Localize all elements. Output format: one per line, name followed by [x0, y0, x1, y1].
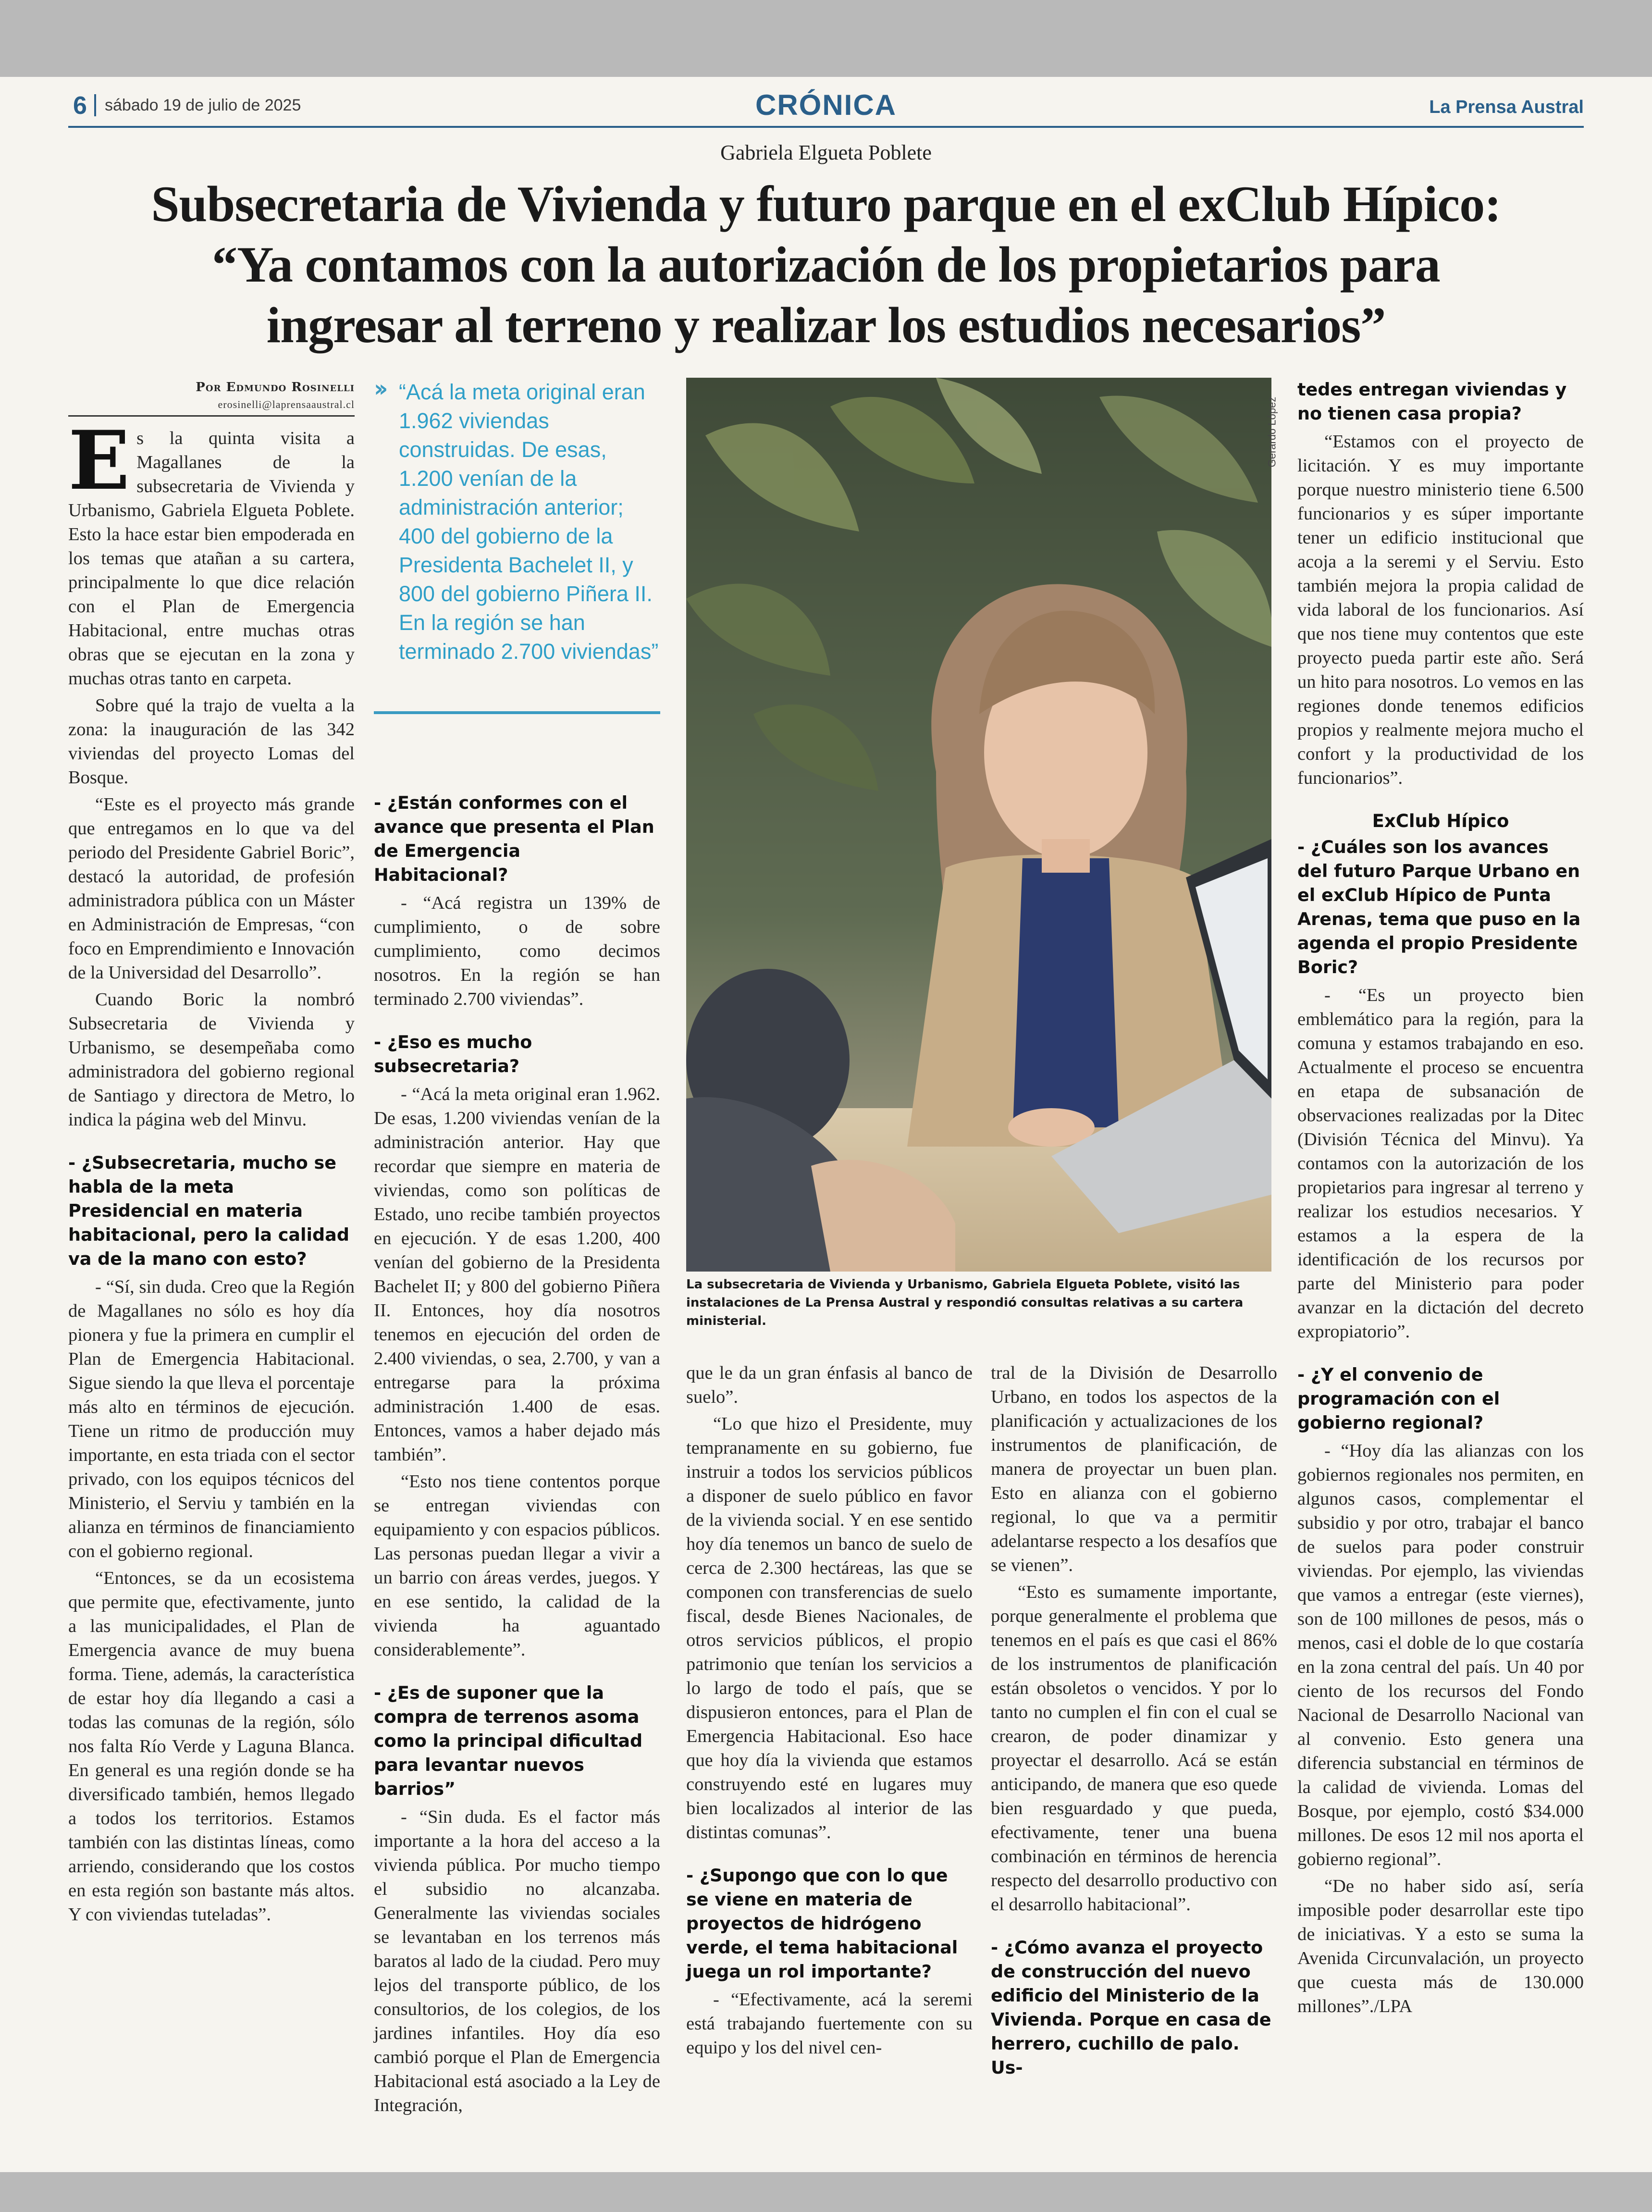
interview-answer: - “Acá la meta original eran 1.962. De esas, 1.200 viviendas venían de la administración anterior. Hay que recordar que siempre en materia de viviendas, como son políticas de Estado, uno recibe también proyectos en ejecución. Y de esas 1.200, 400 venían del gobierno de la Presidenta Bachelet II; y 800 del gobierno Piñera II. Entonces, hoy día nosotros tenemos en ejecución del orden de 2.400 viviendas, o sea, 2.700, y van a entregarse para la próxima administración 1.400 de esas. Entonces, vamos a haber dejado más también”.: [374, 1084, 660, 1465]
photo-caption: La subsecretaria de Vivienda y Urbanismo, Gabriela Elgueta Poblete, visitó las instalaciones de La Prensa Austral y respondió consultas relativas a su cartera ministerial.: [686, 1277, 1244, 1328]
body-paragraph: “Esto es sumamente importante, porque generalmente el problema que tenemos en el país es que casi el 86% de los instrumentos de planificación están obsoletos o vencidos. Y por lo tanto no cumplen el fin con el cual se crearon, de poder dinamizar y proyectar el desarrollo. Acá se están anticipando, de manera que eso quede bien resguardado y que pueda, efectivamente, tener una buena combinación en términos de herencia respecto del desarrollo productivo con el desarrollo habitacional”.: [991, 1582, 1277, 1915]
interview-question: - ¿Están conformes con el avance que presenta el Plan de Emergencia Habitacional?: [374, 792, 654, 885]
headline-line: “Ya contamos con la autorización de los propietarios para: [212, 236, 1440, 293]
column-3a: [686, 1361, 973, 2063]
pull-quote: [374, 375, 660, 714]
photo-credit: [1266, 378, 1294, 483]
section-subhead: ExClub Hípico: [1372, 811, 1509, 831]
column-1: [68, 378, 355, 1929]
byline-email: erosinelli@laprensaaustral.cl: [68, 397, 355, 417]
body-paragraph: Sobre qué la trajo de vuelta a la zona: la inauguración de las 342 viviendas del proyecto Lomas del Bosque.: [68, 695, 355, 788]
bottom-scan-margin: [0, 2172, 1652, 2212]
interview-question: - ¿Eso es mucho subsecretaria?: [374, 1032, 532, 1076]
section-name: CRÓNICA: [755, 89, 897, 121]
interview-answer: “Esto nos tiene contentos porque se entregan viviendas con equipamiento y con espacios públicos. Las personas puedan llegar a vivir a un barrio con áreas verdes, juegos. Y en ese sentido, la calidad de la vivienda ha aguantado considerablemente”.: [374, 1471, 660, 1660]
intro-text: s la quinta visita a Magallanes de la subsecretaria de Vivienda y Urbanismo, Gabriela Elgueta Poblete. Esto la hace estar bien empoderada en los temas que atañan a su cartera, principalmente lo que dice relación con el Plan de Emergencia Habitacional, entre muchas otras obras que se ejecutan en la zona y muchas otras tanto en carpeta.: [68, 428, 355, 689]
intro-paragraph: [68, 413, 355, 691]
newspaper-brand: La Prensa Austral: [1429, 97, 1584, 117]
page-number: 6: [73, 92, 87, 120]
interview-question: - ¿Es de suponer que la compra de terrenos asoma como la principal dificultad para levantar nuevos barrios”: [374, 1682, 643, 1799]
byline-author: Por Edmundo Rosinelli: [196, 380, 355, 395]
headline-line: ingresar al terreno y realizar los estudios necesarios”: [266, 297, 1386, 353]
headline-line: Subsecretaria de Vivienda y futuro parque en el exClub Hípico:: [151, 176, 1501, 232]
interview-question: - ¿Supongo que con lo que se viene en materia de proyectos de hidrógeno verde, el tema habitacional juega un rol importante?: [686, 1865, 958, 1982]
issue-date: sábado 19 de julio de 2025: [105, 96, 301, 114]
interview-answer: - “Sin duda. Es el factor más importante a la hora del acceso a la vivienda pública. Por mucho tiempo el subsidio no alcanzaba. Generalmente las viviendas sociales se levantaban en los terrenos más baratos al lado de la ciudad. Pero muy lejos del transporte público, de los consultorios, de los colegios, de los jardines infantiles. Hoy día eso cambió porque el Plan de Emergencia Habitacional está asociado a la Ley de Integración,: [374, 1807, 660, 2115]
interview-question: - ¿Cuáles son los avances del futuro Parque Urbano en el exClub Hípico de Punta Arenas, tema que puso en la agenda el propio Presidente Boric?: [1297, 837, 1581, 977]
drop-cap: E: [68, 413, 130, 508]
interview-answer: - “Es un proyecto bien emblemático para la región, para la comuna y estamos trabajando en eso. Actualmente el proceso se encuentra en etapa de subsanación de observaciones realizadas por la Ditec (División Técnica del Minvu). Ya contamos con la autorización de los propietarios para ingresar al terreno y realizar los estudios necesarios. Y estamos a la espera de la identificación de los recursos por parte del Ministerio para poder avanzar en la dictación del decreto expropiatorio”.: [1297, 985, 1584, 1342]
interview-answer: “Estamos con el proyecto de licitación. Y es muy importante porque nuestro ministerio tiene 6.500 funcionarios y es súper importante tener un edificio institucional que acoja a la seremi y el Serviu. Esto también mejora la propia calidad de vida laboral de los funcionarios. Así que nos tiene muy contentos que este proyecto pueda partir este año. Será un hito para nosotros. Lo vemos en las regiones donde tenemos edificios propios y realmente mejora mucho el confort y la productividad de los funcionarios”.: [1297, 432, 1584, 788]
interview-question: - ¿Subsecretaria, mucho se habla de la meta Presidencial en materia habitacional, pero la calidad va de la mano con esto?: [68, 1152, 349, 1269]
interview-question: - ¿Y el convenio de programación con el gobierno regional?: [1297, 1364, 1500, 1433]
body-paragraph: Cuando Boric la nombró Subsecretaria de Vivienda y Urbanismo, se desempeñaba como administradora del gobierno regional de Santiago y directora de Metro, lo indica la página web del Minvu.: [68, 989, 355, 1130]
article-headline: [68, 174, 1584, 356]
article-photo: [686, 378, 1271, 1272]
top-scan-margin: [0, 0, 1652, 77]
body-paragraph: tral de la División de Desarrollo Urbano, en todos los aspectos de la planificación y actualizaciones de los instrumentos de planificación, de manera de proyectar un buen plan. Esto en alianza con el gobierno regional, lo que va a permitir adelantarse respecto a los desafíos que se vienen”.: [991, 1363, 1277, 1575]
pull-quote-text: “Acá la meta original eran 1.962 viviendas construidas. De esas, 1.200 venían de la administración anterior; 400 del gobierno de la Presidenta Bachelet II, y 800 del gobierno Piñera II. En la región se han terminado 2.700 viviendas”: [399, 380, 659, 664]
column-3b: [991, 1361, 1277, 2084]
double-chevron-icon: ››: [374, 375, 383, 402]
article-kicker: Gabriela Elgueta Poblete: [720, 141, 932, 164]
interview-answer: “De no haber sido así, sería imposible poder desarrollar este tipo de iniciativas. Y a esto se suma la Avenida Circunvalación, un proyecto que cuesta más de 130.000 millones”./LPA: [1297, 1876, 1584, 2016]
header-rule: [68, 126, 1584, 128]
body-paragraph: que le da un gran énfasis al banco de suelo”.: [686, 1363, 973, 1407]
column-2: [374, 375, 660, 2120]
body-paragraph: “Este es el proyecto más grande que entregamos en lo que va del periodo del Presidente Gabriel Boric”, destacó la autoridad, de profesión administradora pública con un Máster en Administración de Empresas, “con foco en Emprendimiento e Innovación de la Universidad del Desarrollo”.: [68, 794, 355, 983]
interview-photo-illustration: [686, 378, 1271, 1272]
column-4: [1297, 378, 1584, 2021]
photo-credit-text: Gerardo López: [1266, 396, 1278, 468]
interview-answer: - “Sí, sin duda. Creo que la Región de Magallanes no sólo es hoy día pionera y fue la primera en cumplir el Plan de Emergencia Habitacional. Sigue siendo la que lleva el porcentaje más alto en términos de ejecución. Tiene un ritmo de producción muy importante, en esta triada con el sector privado, con los equipos técnicos del Ministerio, el Serviu y también en la alianza en términos de financiamiento con el gobierno regional.: [68, 1277, 355, 1561]
interview-question: - ¿Cómo avanza el proyecto de construcción del nuevo edificio del Ministerio de la Vivienda. Porque en casa de herrero, cuchillo de palo. Us-: [991, 1937, 1271, 2078]
interview-answer: - “Hoy día las alianzas con los gobiernos regionales nos permiten, en algunos casos, complementar el subsidio y por otro, trabajar el banco de suelos para poder construir viviendas. Por ejemplo, las viviendas que vamos a entregar (este viernes), son de 100 millones de pesos, más o menos, casi el doble de lo que costaría en la zona central del país. Un 40 por ciento de los recursos del Fondo Nacional de Desarrollo Nacional van al convenio. Esto genera una diferencia substancial en términos de la calidad de vivienda. Lomas del Bosque, por ejemplo, costó $34.000 millones. De esos 12 mil nos aporta el gobierno regional”.: [1297, 1441, 1584, 1869]
byline: [68, 378, 355, 417]
interview-answer: “Entonces, se da un ecosistema que permite que, efectivamente, junto a las municipalidades, el Plan de Emergencia avance de muy buena forma. Tiene, además, la característica de estar hoy día llegando a casi a todas las comunas de la región, sólo nos falta Río Verde y Laguna Blanca. En general es una región donde se ha diversificado también, hemos llegado a todos los territorios. Estamos también con las distintas líneas, como arriendo, considerando que los costos en esta región son bastante más altos. Y con viviendas tuteladas”.: [68, 1568, 355, 1925]
interview-answer: - “Acá registra un 139% de cumplimiento, o de sobre cumplimiento, como decimos nosotros. En la región se han terminado 2.700 viviendas”.: [374, 893, 660, 1009]
interview-answer: - “Efectivamente, acá la seremi está trabajando fuertemente con su equipo y los del nivel cen-: [686, 1990, 973, 2058]
interview-question-continued: tedes entregan viviendas y no tienen casa propia?: [1297, 379, 1567, 424]
body-paragraph: “Lo que hizo el Presidente, muy tempranamente en su gobierno, fue instruir a todos los servicios públicos a disponer de suelo público en favor de la vivienda social. Y en ese sentido hoy día tenemos un banco de suelo de cerca de 2.300 hectáreas, las que se componen con transferencias de suelo fiscal, desde Bienes Nacionales, de otros servicios públicos, el propio patrimonio que tenían los servicios a lo largo de todo el país, que se dispusieron entonces, para el Plan de Emergencia Habitacional. Eso hace que hoy día la vivienda que estamos construyendo esté en lugares muy bien localizados al interior de las distintas comunas”.: [686, 1414, 973, 1842]
